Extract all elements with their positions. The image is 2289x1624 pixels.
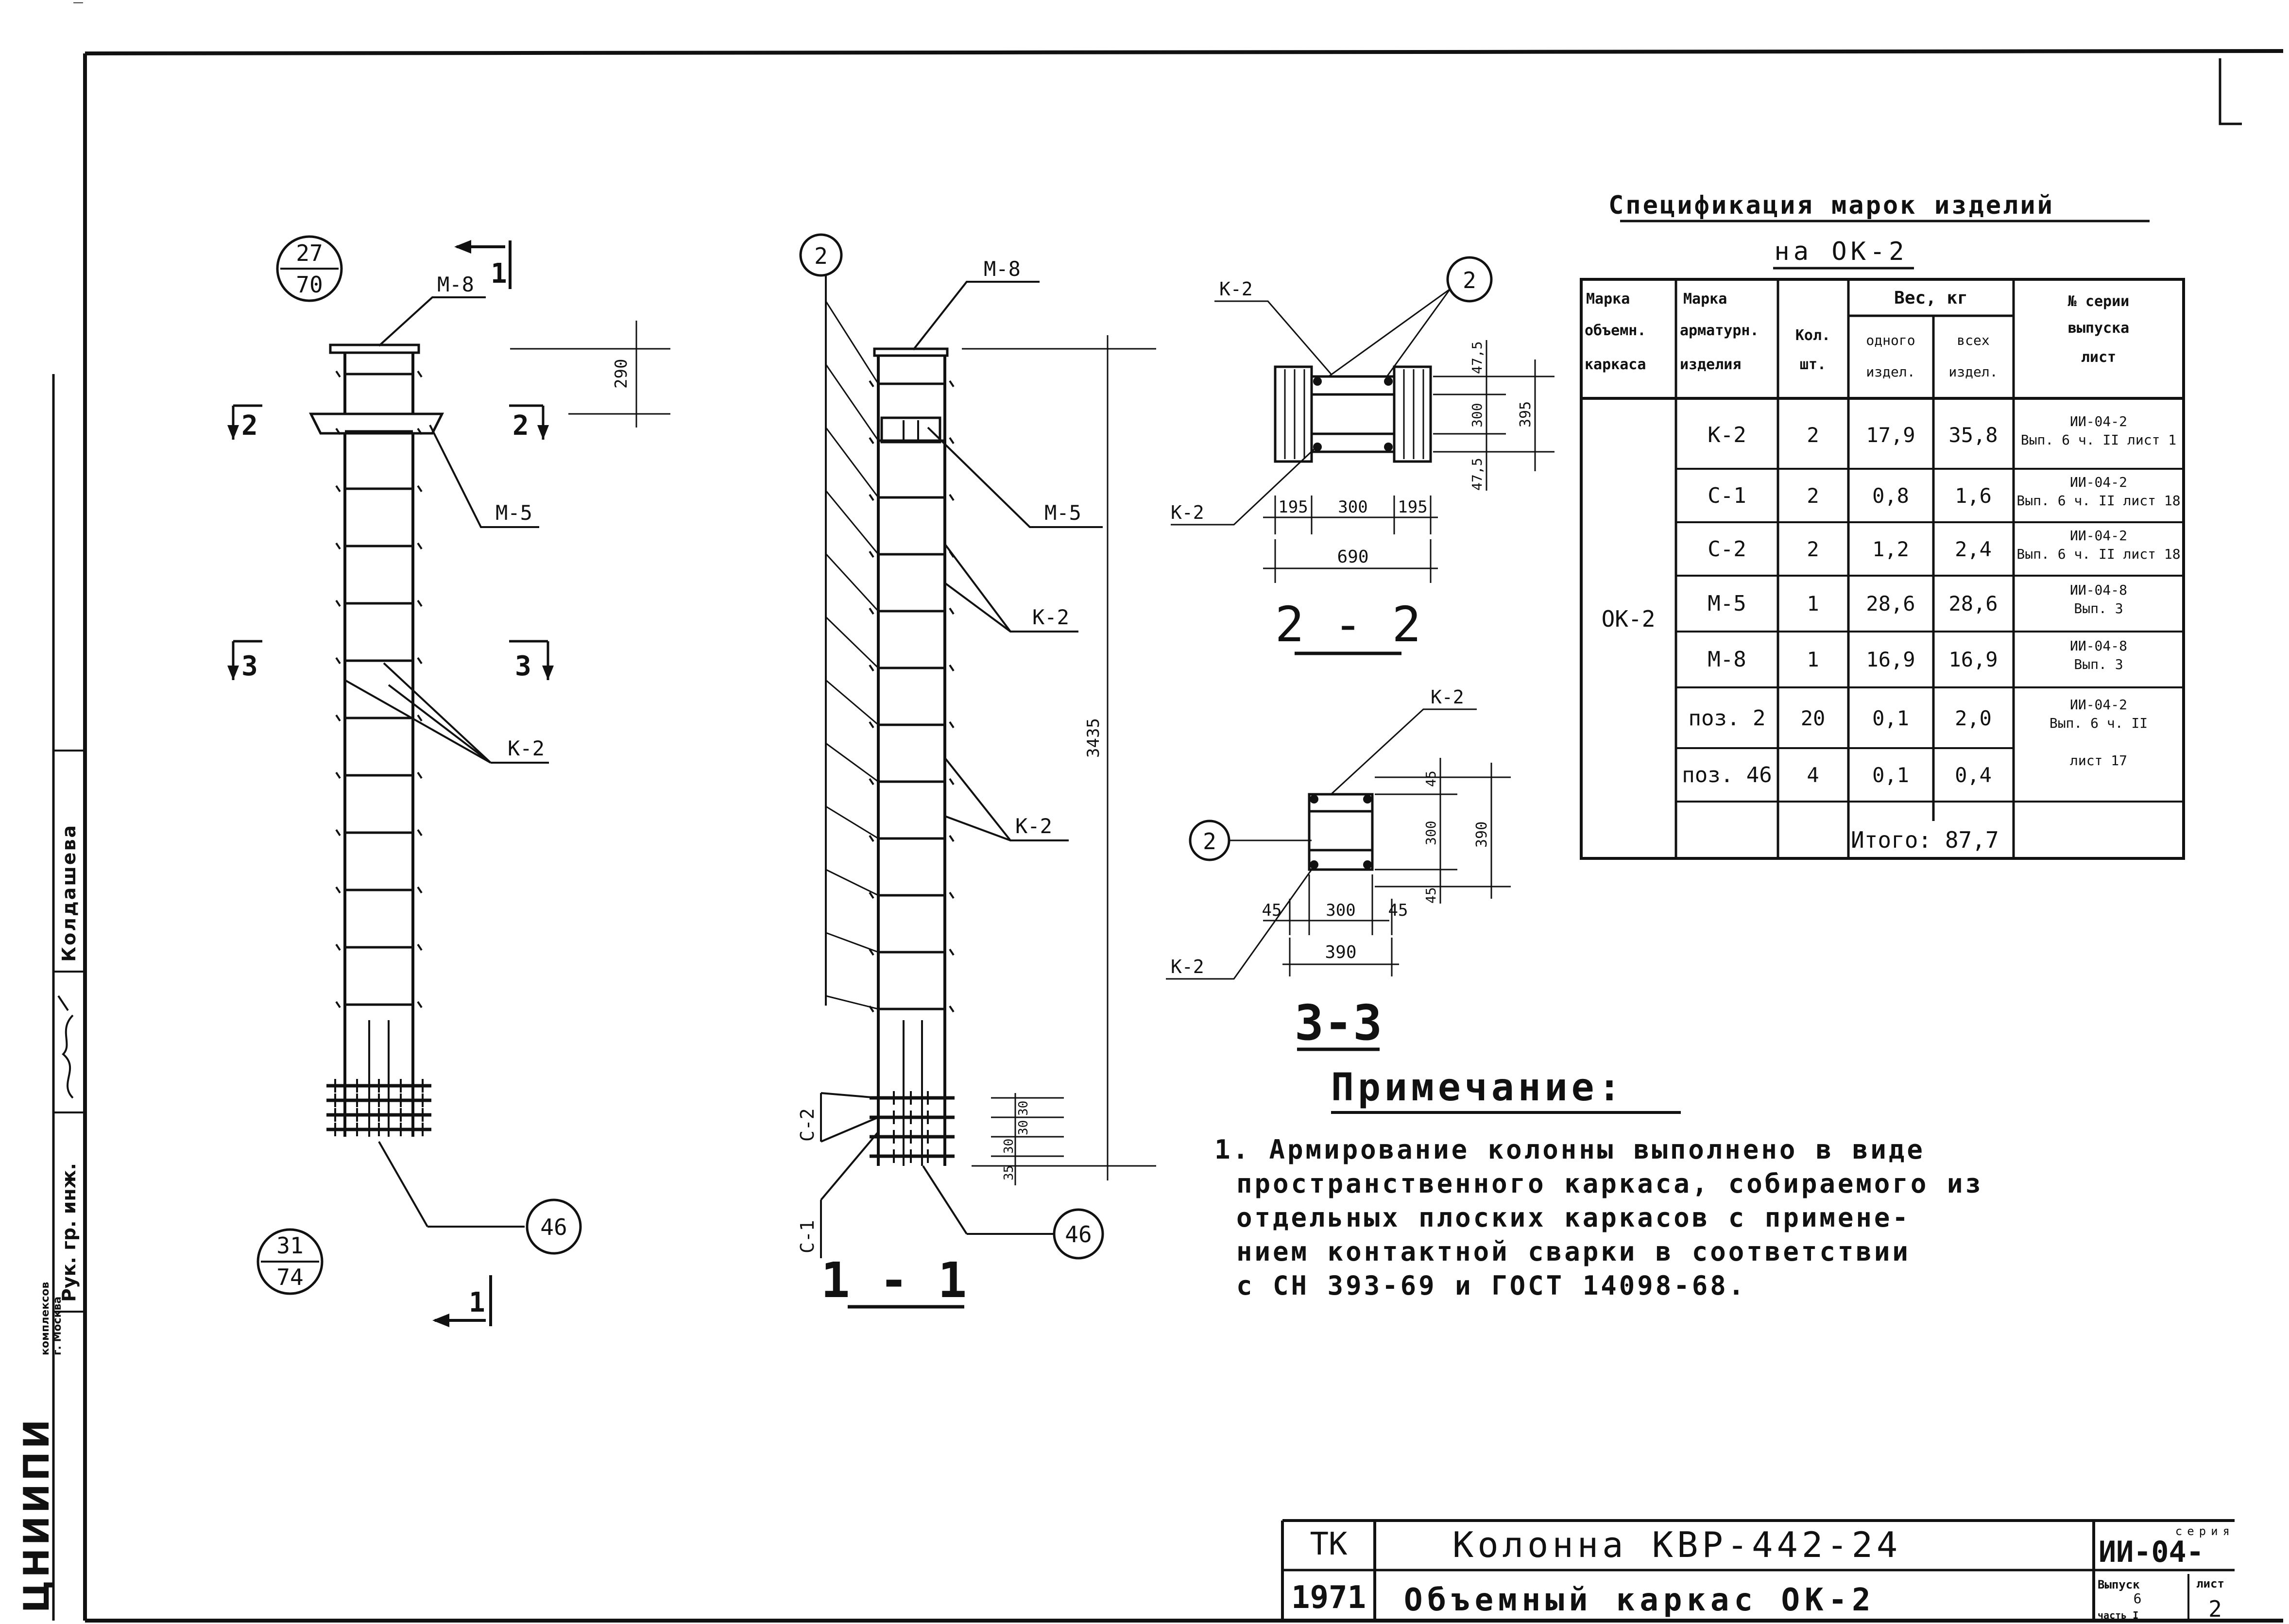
spec-cell-one: 17,9 — [1866, 423, 1915, 447]
dim-45c: 45 — [1423, 770, 1439, 787]
hdr-col4-l2: издел. — [1866, 364, 1915, 380]
hdr-col3-l2: шт. — [1799, 356, 1827, 373]
hdr-col5-l2: издел. — [1948, 364, 1998, 380]
cut3-left-label: 3 — [241, 650, 258, 682]
hdr-weight: Вес, кг — [1894, 288, 1968, 308]
callout-bottom-num: 31 — [276, 1232, 304, 1259]
spec-cell-ref: лист 17 — [2069, 752, 2128, 769]
pos2-leader — [826, 554, 878, 611]
spec-cell-all: 28,6 — [1948, 592, 1998, 615]
dim-195b: 195 — [1398, 497, 1428, 517]
section-1-1-title: 1 - 1 — [820, 1252, 967, 1309]
section-3-3 — [1166, 686, 1511, 1051]
stamp-title1: Колонна КВР-442-24 — [1452, 1524, 1902, 1565]
spec-row — [1682, 752, 2127, 787]
hdr-col6-l1: № серии — [2067, 293, 2130, 310]
spec-row — [1689, 697, 2148, 731]
dim-300v-s33: 300 — [1423, 821, 1439, 845]
pos2-leader — [826, 364, 878, 441]
top-mark: — — [73, 0, 84, 9]
spec-cell-qty: 4 — [1807, 763, 1819, 787]
dim-195a: 195 — [1278, 497, 1308, 517]
side-stamp-city: г. Москва — [51, 1296, 64, 1355]
label-k2-bottom-s33: К-2 — [1171, 956, 1204, 977]
callout-top-num: 27 — [296, 240, 323, 266]
spec-cell-mark: М-8 — [1708, 647, 1746, 672]
dim-35: 35 — [1002, 1165, 1016, 1180]
spec-cell-ref: ИИ-04-2 — [2069, 528, 2128, 544]
spec-cell-mark: С-1 — [1708, 483, 1746, 508]
dim-395: 395 — [1517, 401, 1534, 427]
spec-cell-one: 0,8 — [1872, 484, 1909, 508]
stamp-year: 1971 — [1291, 1580, 1367, 1616]
hdr-col2-l1: Марка — [1683, 291, 1727, 308]
section-mark-1-bottom — [432, 1275, 491, 1327]
dim-300-s33: 300 — [1326, 901, 1356, 920]
label-k2-top-s22: К-2 — [1219, 278, 1253, 300]
spec-cell-mark: поз. 46 — [1682, 763, 1772, 787]
hdr-col1-l2: объемн. — [1585, 322, 1646, 339]
column-cage-elevation — [311, 345, 442, 1137]
side-stamp-role: Рук. гр. инж. — [58, 1163, 80, 1302]
label-k2-bottom-s22: К-2 — [1171, 502, 1204, 523]
title-block — [1282, 1521, 2235, 1622]
sheet-frame — [73, 0, 2283, 1621]
hdr-col3-l1: Кол. — [1795, 327, 1831, 344]
spec-subtitle: на ОК-2 — [1774, 237, 1908, 266]
note-line-5: с СН 393-69 и ГОСТ 14098-68. — [1236, 1270, 1747, 1301]
pos2-leaders — [826, 301, 878, 1009]
pos46-s11: 46 — [1065, 1221, 1092, 1248]
spec-cell-mark: К-2 — [1708, 423, 1746, 447]
hdr-col4-l1: одного — [1866, 332, 1915, 348]
spec-cell-mark: поз. 2 — [1688, 706, 1766, 731]
dim-475b: 47,5 — [1469, 458, 1485, 491]
spec-title: Спецификация марок изделий — [1608, 191, 2054, 220]
dim-45a: 45 — [1262, 901, 1282, 920]
spec-cell-one: 1,2 — [1872, 537, 1909, 561]
spec-cell-mark: М-5 — [1708, 591, 1746, 616]
spec-cell-ref: ИИ-04-2 — [2069, 413, 2128, 429]
label-k2-elev: К-2 — [508, 736, 545, 760]
spec-cell-ref: Вып. 6 ч. II лист 1 — [2020, 432, 2177, 448]
dim-690: 690 — [1337, 547, 1369, 567]
stirrups — [336, 371, 422, 1008]
spec-cell-all: 2,0 — [1955, 706, 1992, 730]
cut3-right-label: 3 — [515, 650, 531, 682]
label-m8-elev: М-8 — [437, 273, 474, 296]
label-m5-elev: М-5 — [495, 501, 532, 525]
hdr-col6-l2: выпуска — [2067, 320, 2130, 337]
callout-top-den: 70 — [296, 272, 323, 298]
note-line-4: нием контактной сварки в соответствии — [1236, 1236, 1911, 1267]
hdr-col2-l3: изделия — [1680, 356, 1742, 373]
note-line-3: отдельных плоских каркасов с примене- — [1236, 1202, 1911, 1233]
plate-m8-s11 — [874, 349, 947, 356]
pos2-leader — [826, 617, 878, 668]
spec-cell-ref: ИИ-04-8 — [2069, 638, 2128, 654]
hdr-col1-l3: каркаса — [1585, 356, 1646, 373]
signature — [58, 996, 73, 1098]
spec-cell-ref: Вып. 3 — [2074, 600, 2123, 616]
spec-row — [1708, 582, 2127, 616]
label-m8-s11: М-8 — [984, 257, 1021, 281]
elevation-view — [227, 237, 670, 1327]
spec-cell-ref: ИИ-04-2 — [2069, 474, 2128, 490]
pos2-s11: 2 — [814, 243, 828, 269]
note-block — [1214, 1066, 1983, 1301]
label-k2-top-s33: К-2 — [1431, 686, 1464, 708]
side-stamp — [16, 374, 85, 1621]
section-3-3-title: 3-3 — [1294, 994, 1383, 1051]
stamp-series: ИИ-04- — [2099, 1535, 2204, 1569]
spec-cell-all: 0,4 — [1955, 763, 1992, 787]
stamp-org1: ТК — [1310, 1526, 1348, 1562]
pos2-leader — [826, 870, 878, 895]
dim-390-s33: 390 — [1325, 942, 1357, 962]
spec-cell-one: 0,1 — [1872, 706, 1909, 730]
side-stamp-org: ЦНИИПИ — [16, 1416, 57, 1613]
pos2-leader — [826, 743, 878, 782]
dim-3435: 3435 — [1084, 718, 1103, 758]
callout-top — [277, 237, 342, 301]
plate-m8 — [330, 345, 419, 353]
spec-cell-qty: 1 — [1807, 648, 1819, 671]
label-c2-s11: С-2 — [797, 1108, 818, 1142]
spec-cell-mark: С-2 — [1708, 537, 1746, 562]
stamp-sheet-label: лист — [2196, 1577, 2224, 1590]
dim-390v-s33: 390 — [1473, 821, 1490, 848]
spec-cell-qty: 20 — [1800, 706, 1826, 730]
hdr-col2-l2: арматурн. — [1680, 322, 1759, 339]
spec-cell-ref: ИИ-04-8 — [2069, 582, 2128, 598]
hdr-col6-l3: лист — [2081, 349, 2117, 366]
section-2-2 — [1171, 257, 1554, 653]
bottom-mesh-s11 — [870, 1091, 955, 1163]
spec-cell-ref: Вып. 6 ч. II лист 18 — [2016, 546, 2181, 562]
hdr-col1-l1: Марка — [1586, 291, 1630, 308]
cut1-bottom-label: 1 — [469, 1287, 485, 1318]
label-k2a-s11: К-2 — [1032, 605, 1069, 629]
label-m5-s11: М-5 — [1044, 501, 1081, 525]
spec-cell-ref: Вып. 6 ч. II — [2049, 715, 2148, 731]
spec-cell-all: 2,4 — [1955, 537, 1992, 561]
side-stamp-name: Колдашева — [58, 823, 80, 962]
dim-30a: 30 — [1002, 1138, 1016, 1154]
dim-45d: 45 — [1423, 887, 1439, 904]
spec-cell-ref: ИИ-04-2 — [2069, 697, 2128, 713]
dim-45b: 45 — [1388, 901, 1408, 920]
dim-475a: 47,5 — [1469, 341, 1485, 374]
dim-290: 290 — [612, 359, 631, 389]
spec-cell-qty: 2 — [1807, 484, 1819, 508]
stamp-title2: Объемный каркас ОК-2 — [1404, 1582, 1876, 1618]
hdr-col5-l1: всех — [1957, 332, 1990, 348]
spec-cell-all: 1,6 — [1955, 484, 1992, 508]
section-1-1 — [797, 235, 1156, 1309]
stamp-part: часть I — [2098, 1609, 2139, 1621]
spec-cell-qty: 2 — [1807, 423, 1819, 447]
pos2-leader — [826, 301, 878, 384]
spec-total: Итого: 87,7 — [1851, 827, 1999, 853]
pos46-elev: 46 — [540, 1214, 567, 1240]
spec-cell-all: 35,8 — [1948, 423, 1998, 447]
callout-bottom-den: 74 — [276, 1264, 304, 1290]
stamp-series-label: серия — [2175, 1524, 2235, 1538]
stamp-issue-label: Выпуск — [2098, 1578, 2140, 1591]
note-title: Примечание: — [1331, 1066, 1625, 1110]
pos2-s22: 2 — [1463, 267, 1476, 293]
label-k2b-s11: К-2 — [1015, 814, 1052, 838]
note-line-1: 1. Армирование колонны выполнено в виде — [1214, 1134, 1925, 1165]
stirrups-s11 — [870, 381, 954, 1012]
callout-bottom — [258, 1230, 322, 1294]
stamp-sheet: 2 — [2208, 1596, 2222, 1622]
spec-table — [1581, 191, 2184, 858]
cut2-right-label: 2 — [512, 410, 529, 442]
stamp-issue: 6 — [2133, 1590, 2142, 1607]
spec-cell-qty: 1 — [1807, 592, 1819, 615]
dim-300-s22: 300 — [1338, 497, 1368, 517]
cut2-left-label: 2 — [241, 410, 258, 442]
spec-group-mark: ОК-2 — [1601, 606, 1656, 632]
spec-cell-one: 16,9 — [1866, 648, 1915, 671]
pos2-leader — [826, 806, 878, 838]
section-2-2-title: 2 - 2 — [1275, 596, 1421, 653]
dim-30c: 30 — [1016, 1100, 1031, 1116]
pos2-s33: 2 — [1203, 828, 1216, 855]
spec-cell-qty: 2 — [1807, 537, 1819, 561]
pos2-leader — [826, 680, 878, 725]
bottom-mesh — [326, 1079, 431, 1136]
spec-cell-all: 16,9 — [1948, 648, 1998, 671]
side-stamp-org2: комплексов — [39, 1282, 51, 1355]
note-line-2: пространственного каркаса, собираемого из — [1236, 1168, 1983, 1199]
dim-30b: 30 — [1016, 1120, 1031, 1135]
label-c1-s11: С-1 — [797, 1220, 818, 1253]
dim-300v-s22: 300 — [1469, 403, 1485, 427]
spec-cell-one: 28,6 — [1866, 592, 1915, 615]
cut1-top-label: 1 — [491, 258, 507, 290]
spec-cell-ref: Вып. 3 — [2074, 656, 2123, 672]
spec-cell-one: 0,1 — [1872, 763, 1909, 787]
spec-row — [1708, 638, 2127, 672]
spec-cell-ref: Вып. 6 ч. II лист 18 — [2016, 493, 2181, 509]
pos2-leader — [826, 491, 878, 554]
